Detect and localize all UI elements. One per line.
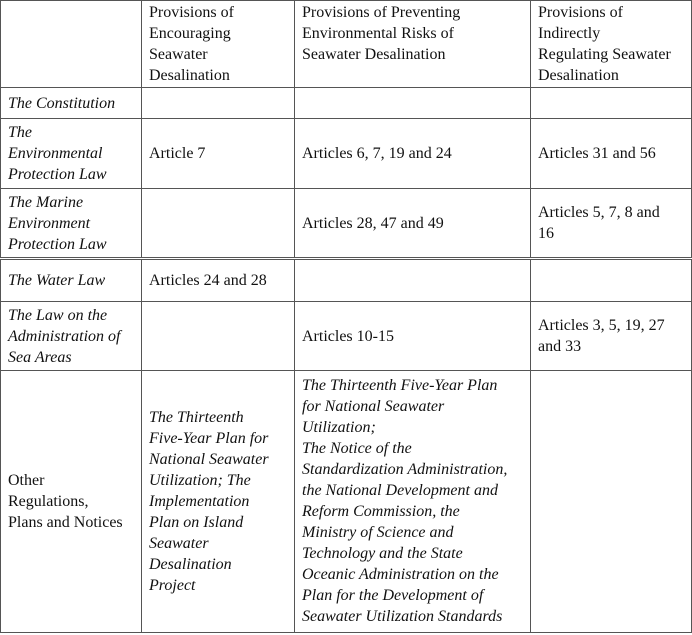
header-line: Indirectly (538, 25, 601, 42)
indirect-cell (531, 119, 692, 189)
preventing-cell (295, 189, 531, 259)
encouraging-value-line: Utilization; The (149, 471, 251, 489)
table-row (1, 88, 692, 119)
law-name-line: Regulations, (8, 492, 89, 510)
law-name: The Constitution (8, 94, 116, 112)
encouraging-cell (142, 88, 295, 119)
indirect-value-line: 16 (538, 225, 554, 243)
encouraging-value-line: Implementation (149, 492, 250, 510)
encouraging-value-line: Desalination (149, 555, 232, 573)
encouraging-cell (142, 302, 295, 370)
header-line: Environmental Risks of (302, 25, 454, 42)
encouraging-value-line: National Seawater (149, 450, 269, 468)
preventing-value: Articles 6, 7, 19 and 24 (302, 145, 452, 163)
indirect-cell (531, 370, 692, 632)
header-line: Provisions of (538, 4, 623, 21)
indirect-cell (531, 88, 692, 119)
encouraging-value-line: Seawater (149, 534, 209, 552)
law-name-line: The Law on the (8, 306, 108, 324)
header-line: Seawater Desalination (302, 46, 446, 63)
law-name-line: Environment (8, 214, 91, 232)
encouraging-cell (142, 259, 295, 302)
preventing-value-line: Utilization; (302, 419, 376, 437)
indirect-value-line: Articles 5, 7, 8 and (538, 204, 660, 222)
preventing-value-line: Seawater Utilization Standards (302, 608, 503, 626)
indirect-value-line: Articles 3, 5, 19, 27 (538, 317, 665, 334)
law-name-line: Administration of (8, 327, 121, 345)
header-line: Regulating Seawater (538, 46, 671, 63)
preventing-cell (295, 88, 531, 119)
law-name-line: The Marine (8, 193, 84, 211)
preventing-cell (295, 259, 531, 302)
encouraging-cell (142, 119, 295, 189)
table-row (1, 119, 692, 189)
law-name: The Water Law (8, 272, 106, 290)
preventing-value-line: The Thirteenth Five-Year Plan (302, 377, 498, 395)
header-line: Desalination (149, 67, 230, 84)
law-name-cell (1, 259, 142, 302)
law-name-line: Environmental (8, 145, 103, 163)
indirect-value: Articles 31 and 56 (538, 145, 656, 163)
table-header-row (1, 1, 692, 88)
encouraging-value-line: The Thirteenth (149, 408, 244, 426)
indirect-cell (531, 259, 692, 302)
preventing-value-line: Technology and the State (302, 545, 463, 563)
law-name-cell (1, 302, 142, 370)
header-line: Provisions of (149, 4, 234, 21)
encouraging-value: Article 7 (149, 145, 206, 163)
preventing-cell (295, 119, 531, 189)
encouraging-cell (142, 370, 295, 632)
encouraging-value: Articles 24 and 28 (149, 272, 267, 290)
table-row (1, 189, 692, 259)
law-name-cell (1, 370, 142, 632)
law-name-line: Protection Law (8, 235, 107, 253)
table-row (1, 302, 692, 370)
table-row (1, 259, 692, 302)
header-line: Seawater (149, 46, 208, 63)
preventing-cell (295, 370, 531, 632)
encouraging-value-line: Plan on Island (149, 513, 244, 531)
preventing-value-line: the National Development and (302, 482, 498, 500)
law-name-line: The (8, 124, 32, 142)
preventing-value-line: Plan for the Development of (302, 587, 484, 605)
law-name-cell (1, 189, 142, 259)
header-line: Provisions of Preventing (302, 4, 461, 21)
preventing-cell (295, 302, 531, 370)
law-name-line: Plans and Notices (8, 513, 123, 531)
law-name-line: Other (8, 471, 45, 489)
header-indirect (531, 1, 692, 88)
header-preventing (295, 1, 531, 88)
preventing-value-line: Reform Commission, the (302, 503, 460, 521)
law-name-cell (1, 119, 142, 189)
indirect-cell (531, 189, 692, 259)
encouraging-value-line: Project (149, 576, 196, 594)
preventing-value: Articles 10-15 (302, 327, 394, 345)
header-encouraging (142, 1, 295, 88)
preventing-value-line: for National Seawater (302, 398, 445, 416)
indirect-cell (531, 302, 692, 370)
preventing-value-line: The Notice of the (302, 440, 412, 458)
table-row (1, 370, 692, 632)
preventing-value-line: Oceanic Administration on the (302, 566, 499, 584)
law-name-cell (1, 88, 142, 119)
encouraging-cell (142, 189, 295, 259)
law-name-line: Protection Law (8, 166, 107, 184)
header-line: Desalination (538, 67, 619, 84)
preventing-value-line: Standardization Administration, (302, 461, 508, 479)
header-empty-cell (1, 1, 142, 88)
law-name-line: Sea Areas (8, 348, 72, 366)
indirect-value-line: and 33 (538, 338, 582, 355)
header-line: Encouraging (149, 25, 231, 42)
preventing-value-line: Ministry of Science and (302, 524, 454, 542)
encouraging-value-line: Five-Year Plan for (149, 429, 269, 447)
preventing-value: Articles 28, 47 and 49 (302, 214, 444, 232)
